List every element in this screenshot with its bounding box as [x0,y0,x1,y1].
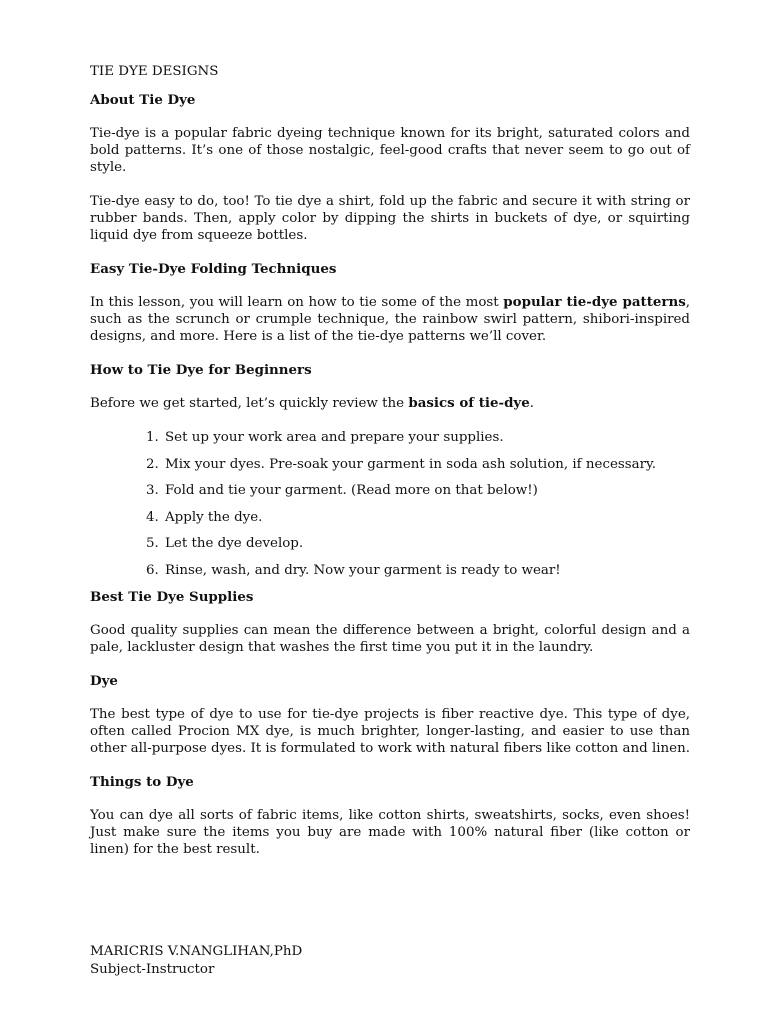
beginners-text-before: Before we get started, let’s quickly review the [90,396,409,411]
folding-bold-text: popular tie-dye patterns [503,294,686,310]
list-item: 1. Set up your work area and prepare your supplies. [163,429,690,446]
folding-paragraph [90,294,690,345]
document-page [90,63,690,875]
signature-name: MARICRIS V.NANGLIHAN,PhD [90,944,303,959]
section-heading-beginners: How to Tie Dye for Beginners [90,362,312,378]
steps-list [90,429,690,579]
folding-text-before: In this lesson, you will learn on how to tie some of the most [90,295,504,310]
beginners-text-after: . [529,396,534,411]
list-item: 4. Apply the dye. [163,509,690,526]
about-paragraph-1: Tie-dye is a popular fabric dyeing technique known for its bright, saturated colors and bold patterns. It’s one of those nostalgic, feel-good crafts that never seem to go out of style. [90,126,690,175]
things-paragraph: You can dye all sorts of fabric items, like cotton shirts, sweatshirts, socks, even shoes! Just make sure the items you buy are made with 100% natural fiber (like cotton or linen) for the best result. [90,807,690,857]
dye-paragraph: The best type of dye to use for tie-dye projects is fiber reactive dye. This type of dye, often called Procion MX dye, is much brighter, longer-lasting, and easier to use than other all-purpose dyes. It is formulated to work with natural fibers like cotton and linen. [90,706,690,756]
beginners-bold-text: basics of tie-dye [408,395,530,411]
section-heading-about: About Tie Dye [90,92,196,108]
list-item: 6. Rinse, wash, and dry. Now your garment is ready to wear! [163,562,690,579]
list-item: 5. Let the dye develop. [163,535,690,552]
section-heading-folding: Easy Tie-Dye Folding Techniques [90,261,337,277]
document-title: TIE DYE DESIGNS [90,64,219,79]
section-heading-things: Things to Dye [90,773,194,790]
beginners-paragraph [90,395,690,412]
folding-text-after: , such as the scrunch or crumple technique, the rainbow swirl pattern, shibori-inspired designs, and more. Here is a list of the tie-dye patterns we’ll cover. [90,295,691,344]
section-heading-dye: Dye [90,672,118,689]
signature-role: Subject-Instructor [90,962,215,977]
list-item: 3. Fold and tie your garment. (Read more on that below!) [163,482,690,499]
supplies-paragraph: Good quality supplies can mean the difference between a bright, colorful design and a pale, lackluster design that washes the first time you put it in the laundry. [90,622,690,655]
list-item: 2. Mix your dyes. Pre-soak your garment in soda ash solution, if necessary. [163,456,690,473]
section-heading-supplies: Best Tie Dye Supplies [90,588,254,605]
signature-block [90,943,302,979]
about-paragraph-2: Tie-dye easy to do, too! To tie dye a shirt, fold up the fabric and secure it with string or rubber bands. Then, apply color by dipping the shirts in buckets of dye, or squirting liquid dye from squeeze bottles. [90,194,690,243]
